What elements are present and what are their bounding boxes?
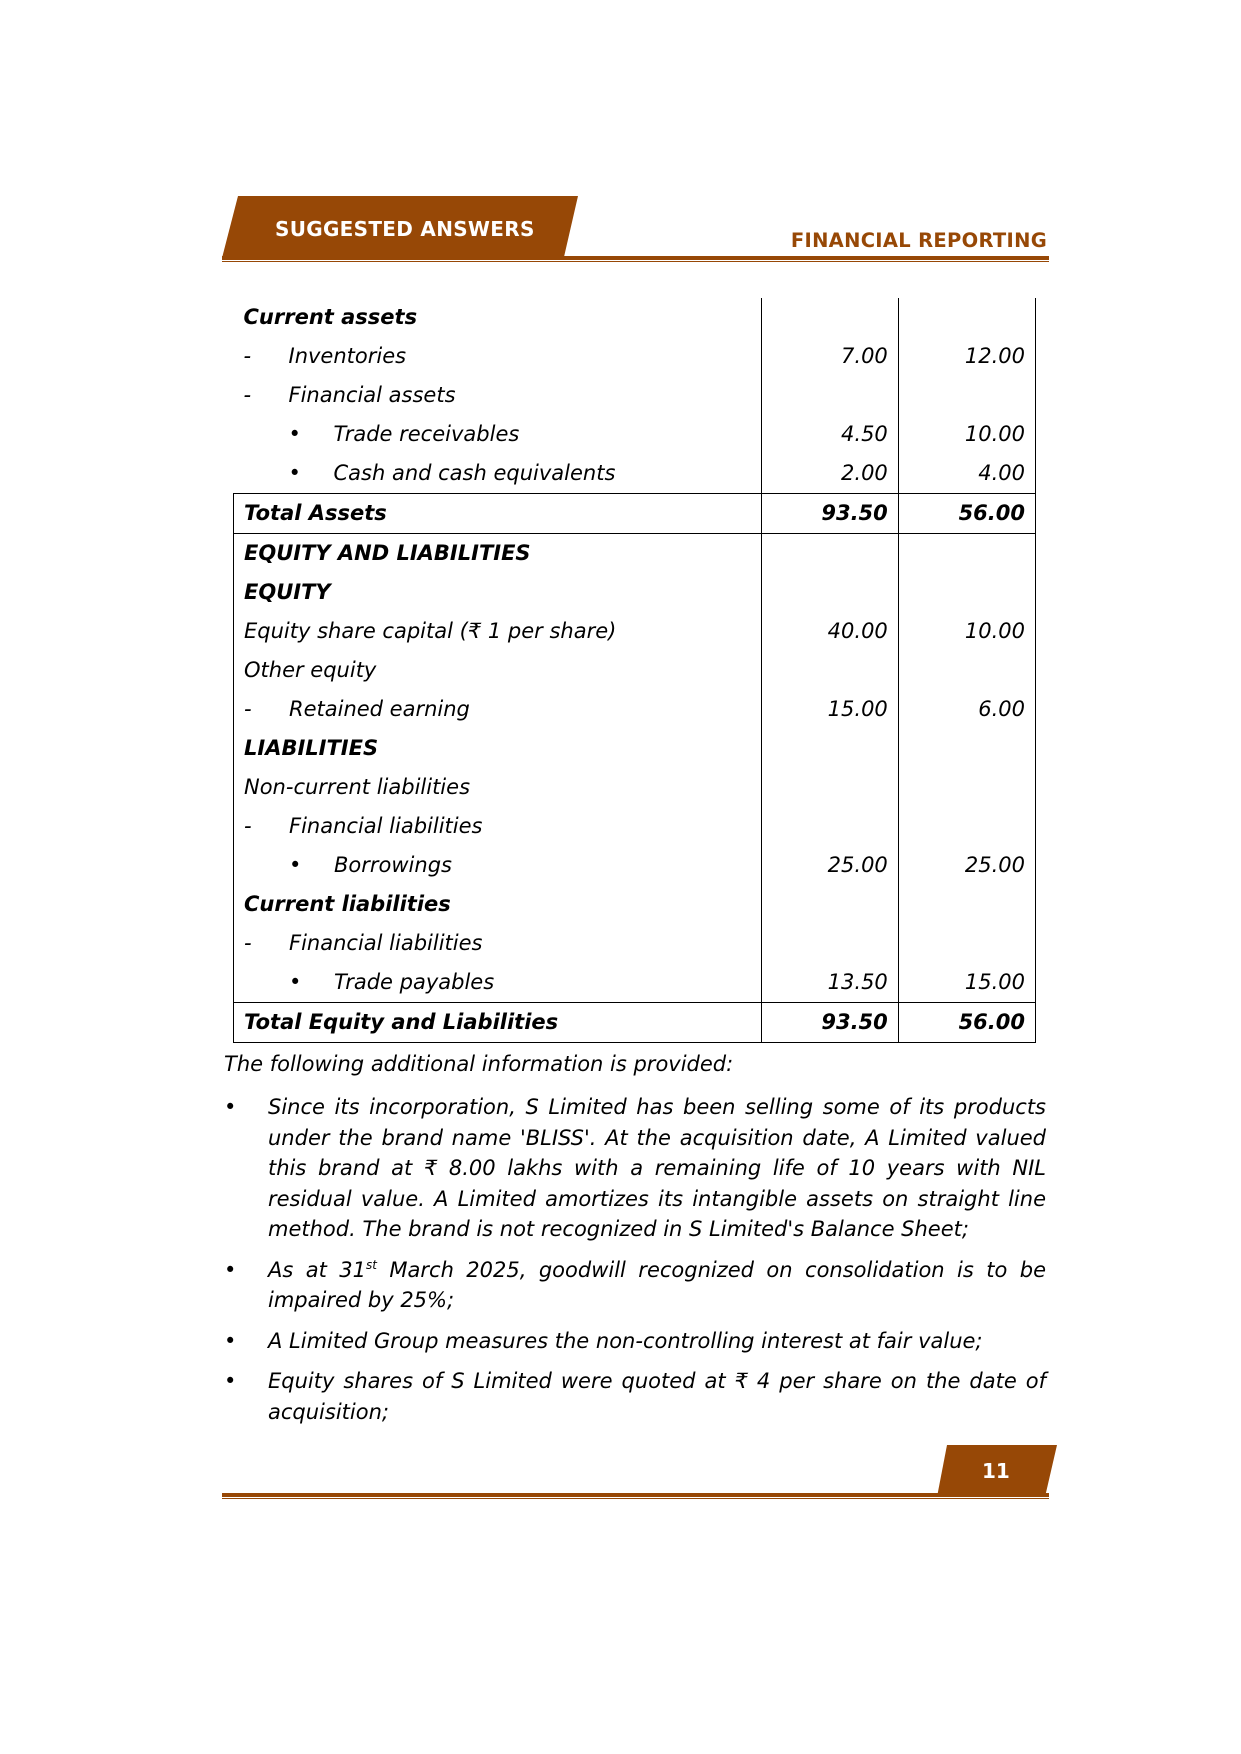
table-row — [234, 612, 1036, 651]
row-label: Cash and cash equivalents — [333, 461, 616, 485]
table-row — [234, 298, 1036, 337]
balance-sheet-table — [233, 298, 1036, 1043]
value-previous-year — [898, 729, 1035, 768]
header-rule — [222, 256, 1049, 260]
value-current-year — [761, 651, 898, 690]
value-current-year: 40.00 — [761, 612, 898, 651]
value-current-year: 4.50 — [761, 415, 898, 454]
row-label: EQUITY — [234, 573, 762, 612]
value-previous-year — [898, 885, 1035, 924]
value-previous-year — [898, 807, 1035, 846]
notes-intro: The following additional information is provided: — [224, 1052, 734, 1076]
header-tab-label: SUGGESTED ANSWERS — [275, 217, 535, 241]
value-previous-year — [898, 534, 1035, 574]
dash-marker: - — [243, 344, 252, 368]
table-row — [234, 376, 1036, 415]
row-label: Trade payables — [334, 970, 495, 994]
table-row — [234, 690, 1036, 729]
value-current-year: 15.00 — [761, 690, 898, 729]
value-previous-year — [898, 573, 1035, 612]
value-previous-year — [898, 376, 1035, 415]
table-row — [234, 768, 1036, 807]
bullet-icon: • — [288, 461, 301, 485]
note-text: Since its incorporation, S Limited has been selling some of its products under the brand name 'BLISS'. At the acquisition date, A Limited valued this brand at ₹ 8.00 lakhs with a remaining life of 10 years with NIL residual value. A Limited amortizes its intangible assets on straight line method. The brand is not recognized in S Limited's Balance Sheet; — [268, 1095, 1046, 1241]
table-row — [234, 846, 1036, 885]
table-row — [234, 534, 1036, 574]
row-label: Total Equity and Liabilities — [234, 1003, 762, 1043]
value-previous-year — [898, 924, 1035, 963]
note-text: Equity shares of S Limited were quoted at ₹ 4 per share on the date of acquisition; — [268, 1369, 1046, 1424]
value-previous-year — [898, 768, 1035, 807]
value-previous-year: 10.00 — [898, 415, 1035, 454]
list-item — [224, 1366, 1046, 1427]
table-row — [234, 807, 1036, 846]
value-current-year — [761, 298, 898, 337]
bullet-icon: • — [224, 1369, 237, 1393]
bullet-icon: • — [289, 853, 302, 877]
list-item — [224, 1326, 1046, 1357]
dash-marker: - — [244, 697, 252, 721]
value-previous-year: 6.00 — [898, 690, 1035, 729]
value-current-year — [761, 807, 898, 846]
row-label: Non-current liabilities — [234, 768, 762, 807]
row-label: Borrowings — [334, 853, 452, 877]
page-number: 11 — [982, 1459, 1010, 1483]
row-label: Total Assets — [234, 494, 762, 534]
table-row — [234, 573, 1036, 612]
table-row — [234, 651, 1036, 690]
value-previous-year: 12.00 — [898, 337, 1035, 376]
bullet-icon: • — [224, 1095, 237, 1119]
value-current-year: 25.00 — [761, 846, 898, 885]
value-current-year: 93.50 — [761, 494, 898, 534]
row-label: Current liabilities — [234, 885, 762, 924]
note-text-pre: As at 31 — [268, 1257, 366, 1282]
dash-marker: - — [243, 383, 252, 407]
note-text: A Limited Group measures the non-controlling interest at fair value; — [268, 1328, 983, 1353]
value-current-year — [761, 885, 898, 924]
row-label: Trade receivables — [333, 422, 520, 446]
value-current-year — [761, 573, 898, 612]
value-previous-year: 56.00 — [898, 1003, 1035, 1043]
header-subject: FINANCIAL REPORTING — [790, 229, 1047, 252]
row-label: Inventories — [288, 344, 407, 368]
row-label: Financial liabilities — [289, 931, 483, 955]
row-label: Equity share capital (₹ 1 per share) — [234, 612, 762, 651]
dash-marker: - — [244, 814, 252, 838]
total-row — [234, 494, 1036, 534]
list-item — [224, 1092, 1046, 1245]
row-label: Other equity — [234, 651, 762, 690]
total-row — [234, 1003, 1036, 1043]
table-row — [234, 454, 1036, 494]
value-previous-year: 15.00 — [898, 963, 1035, 1003]
table-row — [234, 337, 1036, 376]
bullet-icon: • — [224, 1257, 237, 1282]
row-label: Retained earning — [289, 697, 470, 721]
table-row — [234, 963, 1036, 1003]
row-label: Financial assets — [288, 383, 456, 407]
value-current-year: 13.50 — [761, 963, 898, 1003]
dash-marker: - — [244, 931, 252, 955]
row-label: EQUITY AND LIABILITIES — [234, 534, 762, 574]
table-row — [234, 885, 1036, 924]
bullet-icon: • — [288, 422, 301, 446]
table-row — [234, 924, 1036, 963]
notes-list — [224, 1092, 1046, 1437]
value-previous-year: 4.00 — [898, 454, 1035, 494]
value-current-year: 7.00 — [761, 337, 898, 376]
note-text-post: March 2025, goodwill recognized on consolidation is to be impaired by 25%; — [268, 1257, 1046, 1312]
value-current-year — [761, 729, 898, 768]
value-previous-year: 25.00 — [898, 846, 1035, 885]
row-label: Financial liabilities — [289, 814, 483, 838]
row-label: Current assets — [243, 305, 418, 329]
value-previous-year — [898, 651, 1035, 690]
bullet-icon: • — [224, 1328, 237, 1353]
footer-rule-thin — [222, 1498, 1049, 1499]
table-row — [234, 415, 1036, 454]
value-current-year: 2.00 — [761, 454, 898, 494]
list-item — [224, 1255, 1046, 1316]
value-previous-year: 10.00 — [898, 612, 1035, 651]
footer-rule — [222, 1493, 1049, 1497]
value-current-year — [761, 376, 898, 415]
value-previous-year: 56.00 — [898, 494, 1035, 534]
bullet-icon: • — [289, 970, 302, 994]
value-previous-year — [898, 298, 1035, 337]
value-current-year — [761, 924, 898, 963]
value-current-year — [761, 534, 898, 574]
value-current-year — [761, 768, 898, 807]
table-row — [234, 729, 1036, 768]
value-current-year: 93.50 — [761, 1003, 898, 1043]
note-superscript: st — [366, 1257, 377, 1272]
header-rule-thin — [222, 261, 1049, 262]
row-label: LIABILITIES — [234, 729, 762, 768]
